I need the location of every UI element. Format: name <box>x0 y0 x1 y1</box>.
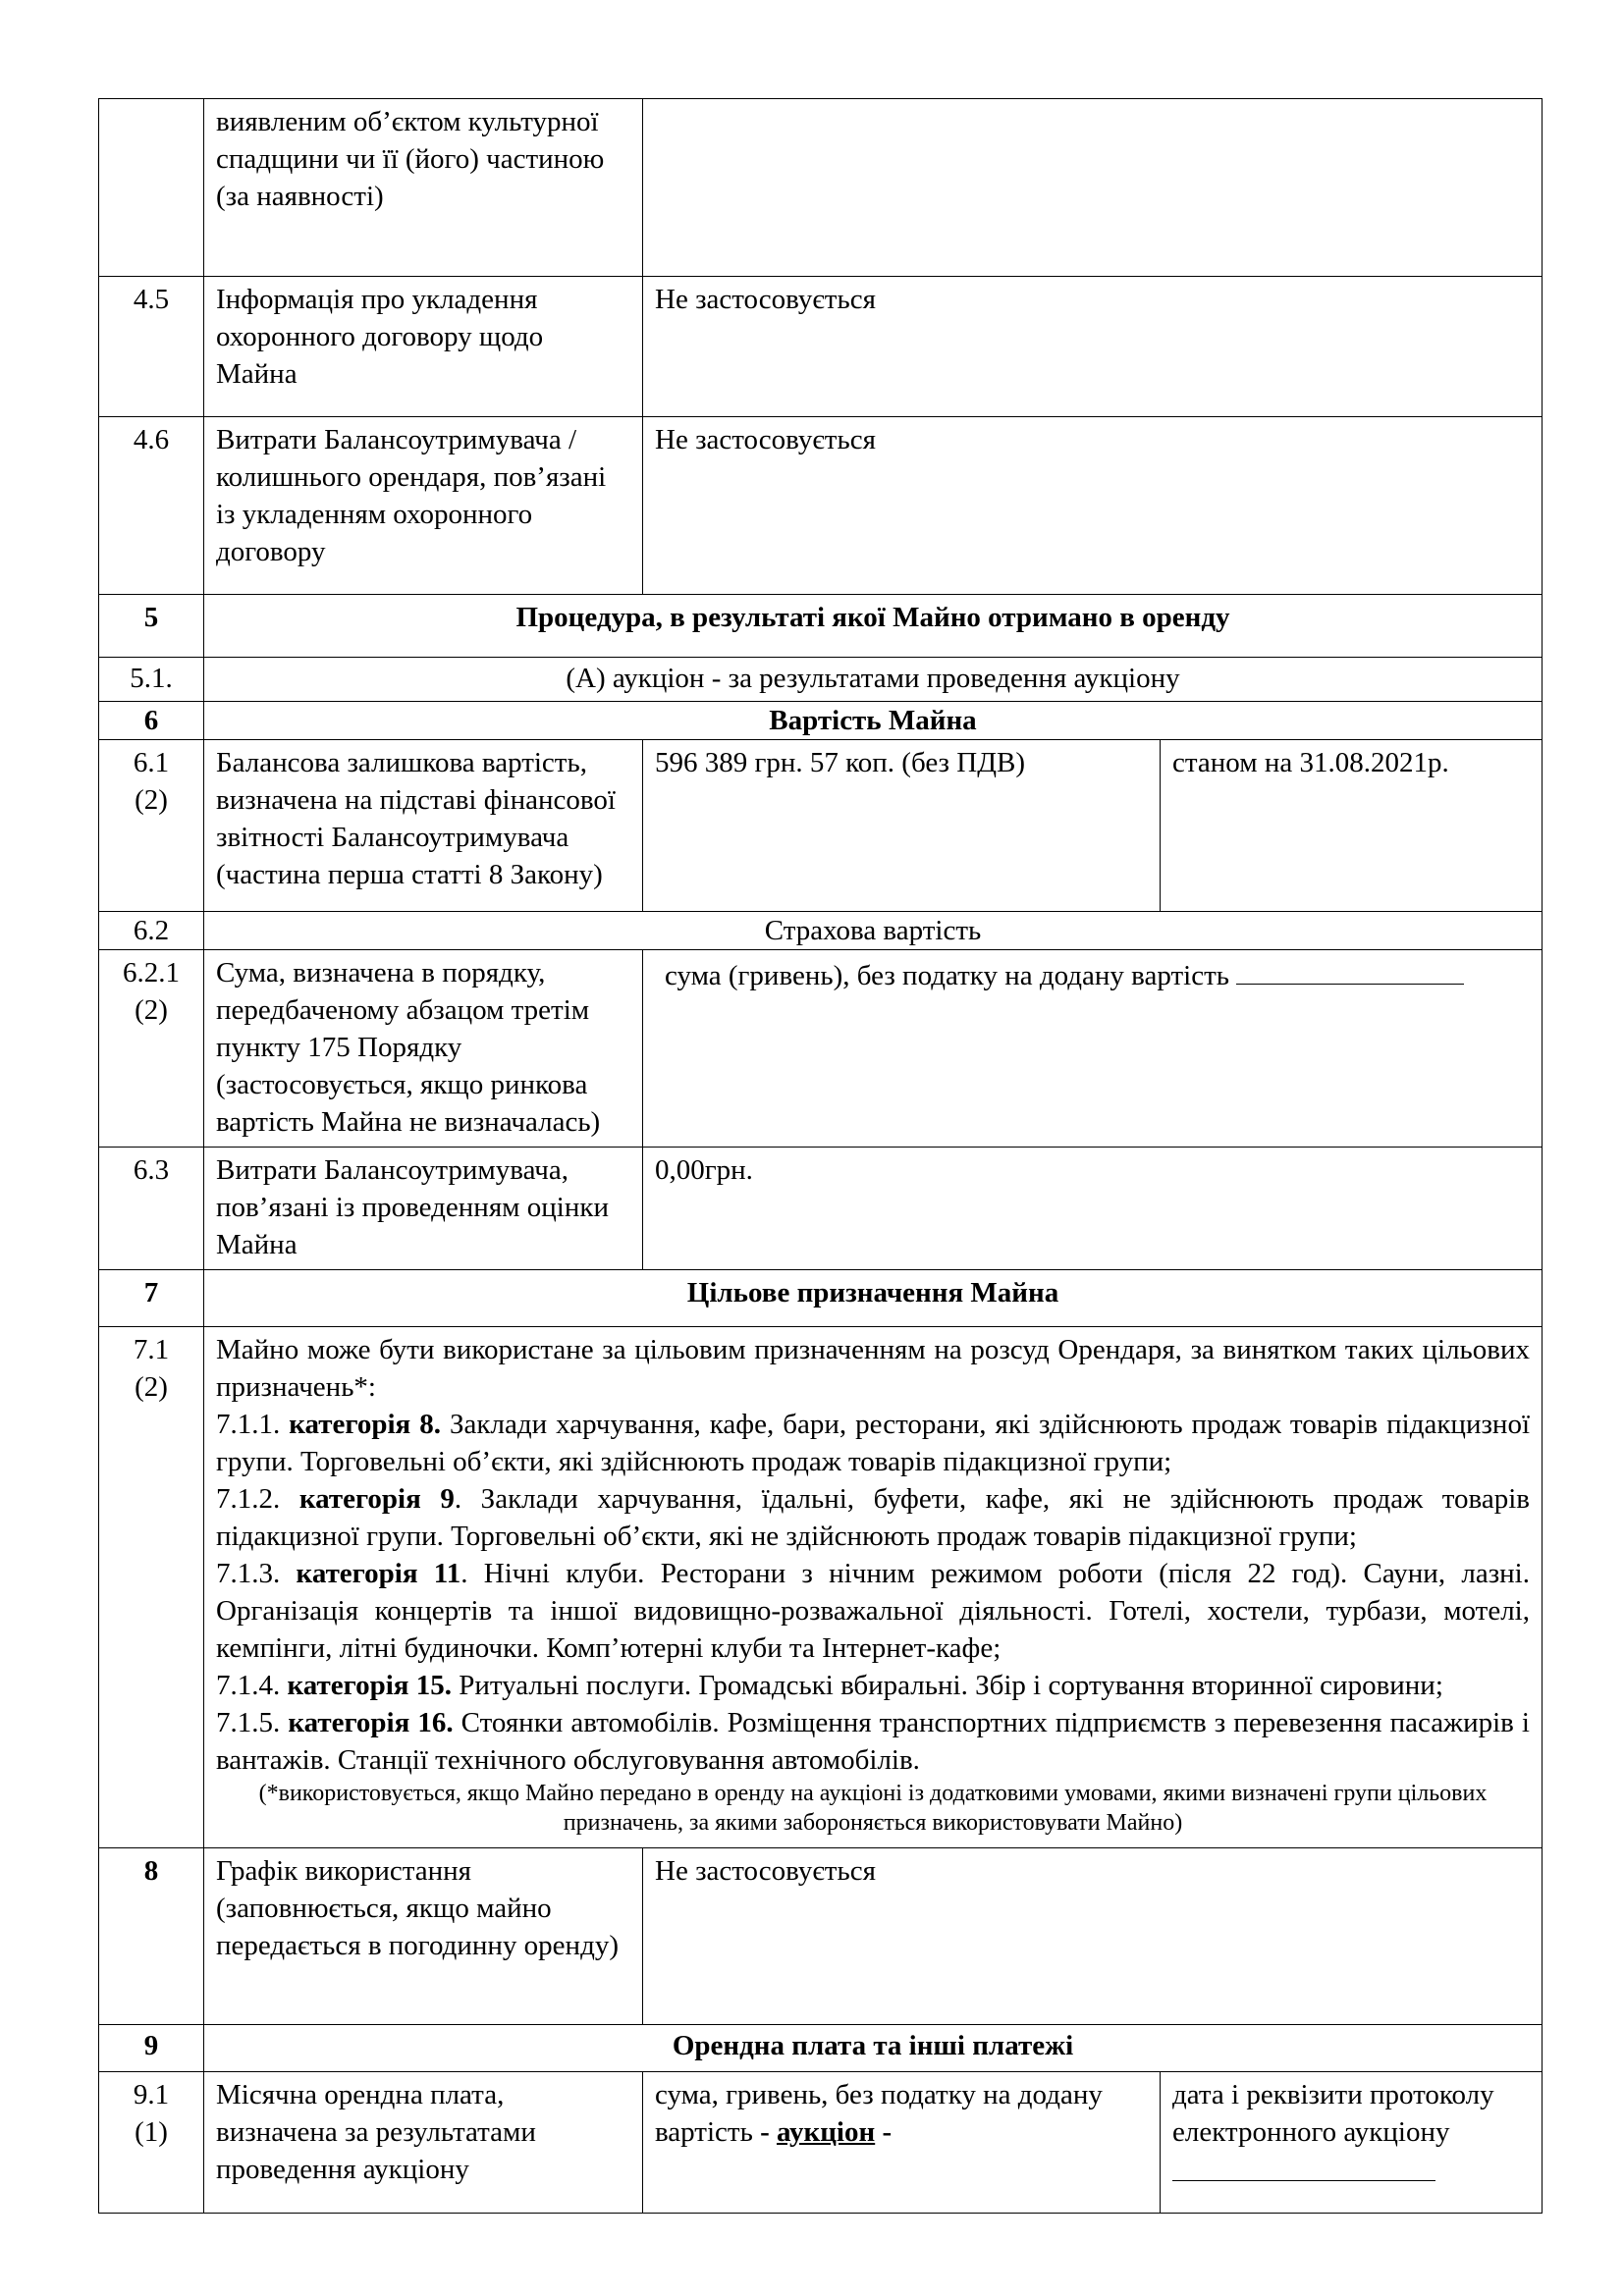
row-number: 9.1 <box>133 2079 170 2110</box>
category-label: категорія 11 <box>296 1558 461 1589</box>
section-title: Орендна плата та інші платежі <box>204 2025 1543 2072</box>
row-number: 6.1 <box>133 747 170 778</box>
row-number-note: (2) <box>135 994 168 1026</box>
row-label: Балансова залишкова вартість, визначена на підставі фінансової звітності Балансоутримувача (частина перша статті 8 Закону) <box>204 740 643 912</box>
row-number: 6.2 <box>99 912 204 950</box>
row-number-note: (2) <box>135 784 168 816</box>
row-value: Страхова вартість <box>204 912 1543 950</box>
table-row <box>99 1848 1543 2025</box>
section-header-row <box>99 702 1543 740</box>
category-label: категорія 15. <box>287 1670 452 1701</box>
section-number: 9 <box>99 2025 204 2072</box>
row-label: виявленим об’єктом культурної спадщини чи її (його) частиною (за наявності) <box>204 99 643 277</box>
category-label: категорія 8. <box>289 1409 441 1440</box>
row-label: Місячна орендна плата, визначена за результатами проведення аукціону <box>204 2072 643 2214</box>
row-date: станом на 31.08.2021р. <box>1161 740 1543 912</box>
row-label: Сума, визначена в порядку, передбаченому абзацом третім пункту 175 Порядку (застосовується, якщо ринкова вартість Майна не визначалась) <box>204 950 643 1148</box>
section-header-row <box>99 595 1543 658</box>
section-number: 5 <box>99 595 204 658</box>
row-value: сума (гривень), без податку на додану вартість <box>665 960 1229 991</box>
purpose-item: 7.1.1. категорія 8. Заклади харчування, кафе, бари, ресторани, які здійснюють продаж товарів підакцизної групи. Торговельні об’єкти, які здійснюють продаж товарів підакцизної групи; <box>216 1409 1531 1477</box>
row-number: 8 <box>99 1848 204 2025</box>
row-label: Витрати Балансоутримувача /колишнього орендаря, пов’язані із укладенням охоронного договору <box>204 417 643 595</box>
restricted-purposes-cell <box>204 1327 1543 1848</box>
row-number: 4.6 <box>99 417 204 595</box>
table-row <box>99 912 1543 950</box>
category-label: категорія 16. <box>288 1707 454 1738</box>
footnote: (*використовується, якщо Майно передано в оренду на аукціоні із додатковими умовами, якими визначені групи цільових призначень, за якими забороняється використовувати Майно) <box>258 1781 1488 1836</box>
section-number: 7 <box>99 1270 204 1327</box>
auction-label: аукціон <box>776 2116 876 2148</box>
row-value: сума, гривень, без податку на додану вартість <box>655 2079 1103 2148</box>
purpose-item: 7.1.5. категорія 16. Стоянки автомобілів. Розміщення транспортних підприємств з перевезення пасажирів і вантажів. Станції технічного обслуговування автомобілів. <box>216 1707 1530 1776</box>
table-row <box>99 1327 1543 1848</box>
category-label: категорія 9 <box>298 1483 455 1515</box>
row-value: (А) аукціон - за результатами проведення аукціону <box>204 658 1543 702</box>
table-row <box>99 740 1543 912</box>
protocol-label: дата і реквізити протоколу електронного аукціону <box>1172 2079 1494 2148</box>
fill-blank-line <box>1236 954 1464 985</box>
row-value: 0,00грн. <box>643 1148 1543 1270</box>
row-value: Не застосовується <box>643 417 1543 595</box>
row-number: 7.1 <box>133 1334 170 1365</box>
purpose-item: 7.1.4. категорія 15. Ритуальні послуги. Громадські вбиральні. Збір і сортування вторинної сировини; <box>216 1670 1443 1701</box>
document-page <box>98 98 1542 2214</box>
purposes-intro: Майно може бути використане за цільовим призначенням на розсуд Орендаря, за винятком таких цільових призначень*: <box>216 1334 1530 1403</box>
row-number: 6.2.1 <box>123 957 180 988</box>
lease-terms-table <box>98 98 1543 2214</box>
section-title: Вартість Майна <box>204 702 1543 740</box>
row-value <box>643 99 1543 277</box>
purpose-item: 7.1.2. категорія 9. Заклади харчування, їдальні, буфети, кафе, які не здійснюють продаж товарів підакцизної групи. Торговельні об’єкти, які не здійснюють продаж товарів підакцизної групи; <box>216 1483 1530 1552</box>
table-row <box>99 417 1543 595</box>
row-number-note: (1) <box>135 2116 168 2148</box>
row-number: 5.1. <box>99 658 204 702</box>
table-row <box>99 950 1543 1148</box>
row-label: Інформація про укладення охоронного договору щодо Майна <box>204 277 643 417</box>
table-row: 9.1 (1) Місячна орендна плата, визначена за результатами проведення аукціону сума, гривень, без податку на додану вартість - аукціон - дата і реквізити протоколу електронного аукціону <box>99 2072 1543 2214</box>
row-value: Не застосовується <box>643 277 1543 417</box>
section-title: Цільове призначення Майна <box>204 1270 1543 1327</box>
row-label: Витрати Балансоутримувача, пов’язані із проведенням оцінки Майна <box>204 1148 643 1270</box>
table-row <box>99 1148 1543 1270</box>
row-number-note: (2) <box>135 1371 168 1403</box>
section-header-row <box>99 1270 1543 1327</box>
section-number: 6 <box>99 702 204 740</box>
fill-blank-line <box>1172 2151 1435 2181</box>
row-label: Графік використання (заповнюється, якщо майно передається в погодинну оренду) <box>204 1848 643 2025</box>
row-number: 4.5 <box>99 277 204 417</box>
section-title: Процедура, в результаті якої Майно отримано в оренду <box>204 595 1543 658</box>
row-value: Не застосовується <box>643 1848 1543 2025</box>
table-row <box>99 658 1543 702</box>
section-header-row <box>99 2025 1543 2072</box>
row-number: 6.3 <box>99 1148 204 1270</box>
purpose-item: 7.1.3. категорія 11. Нічні клуби. Ресторани з нічним режимом роботи (після 22 год). Сауни, лазні. Організація концертів та іншої видовищно-розважальної діяльності. Готелі, хостели, турбази, мотелі, кемпінги, літні будиночки. Комп’ютерні клуби та Інтернет-кафе; <box>216 1558 1530 1664</box>
row-value: 596 389 грн. 57 коп. (без ПДВ) <box>643 740 1161 912</box>
table-row <box>99 277 1543 417</box>
table-row <box>99 99 1543 277</box>
